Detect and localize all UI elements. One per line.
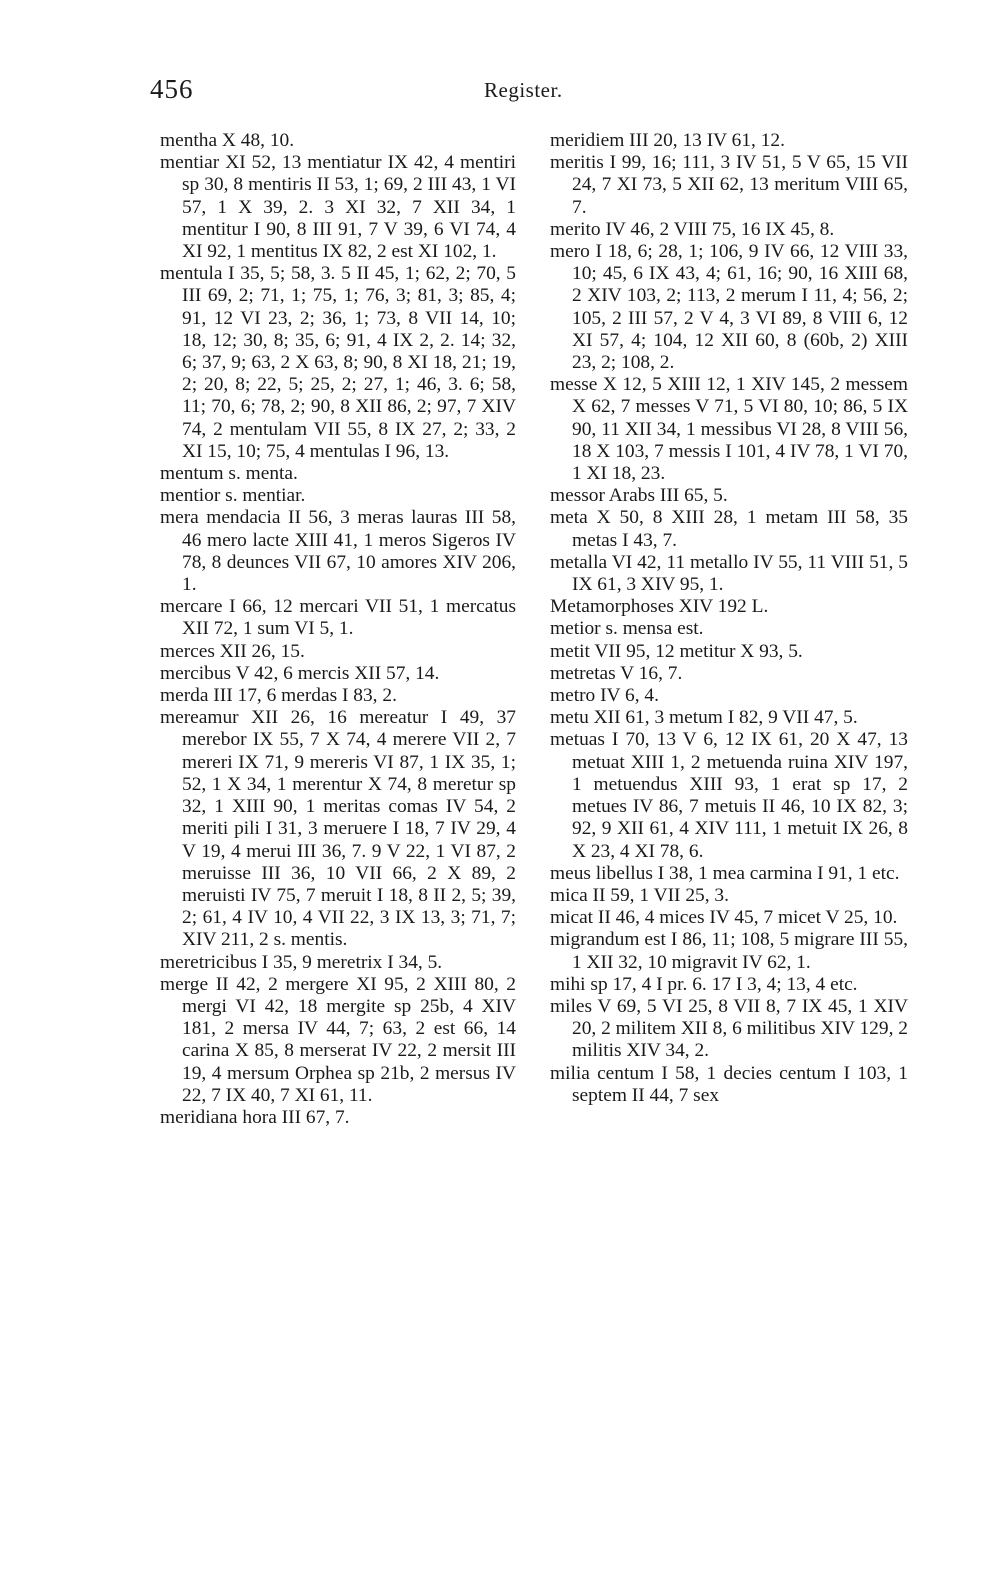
index-entry: milia centum I 58, 1 decies centum I 103, 1 septem II 44, 7 sex [550, 1062, 908, 1106]
index-entry: mentum s. menta. [160, 463, 298, 485]
index-entry: metu XII 61, 3 metum I 82, 9 VII 47, 5. [550, 707, 858, 729]
index-entry: meta X 50, 8 XIII 28, 1 metam III 58, 35 metas I 43, 7. [550, 507, 908, 551]
index-entry: meridiem III 20, 13 IV 61, 12. [550, 130, 785, 151]
index-entry: metalla VI 42, 11 metallo IV 55, 11 VIII 51, 5 IX 61, 3 XIV 95, 1. [550, 551, 908, 596]
index-entry: messe X 12, 5 XIII 12, 1 XIV 145, 2 messem X 62, 7 messes V 71, 5 VI 80, 10; 86, 5 IX 90, 11 XII 34, 1 messibus VI 28, 8 VIII 56, 18 X 103, 7 messis I 101, 4 IV 78, 1 VI 70, 1 XI 18, 23. [550, 374, 908, 485]
index-entry: metit VII 95, 12 metitur X 93, 5. [550, 640, 803, 662]
right-column [550, 130, 908, 1107]
index-entry: migrandum est I 86, 11; 108, 5 migrare III 55, 1 XII 32, 10 migravit IV 62, 1. [550, 929, 908, 973]
index-entry: mercare I 66, 12 mercari VII 51, 1 mercatus XII 72, 1 sum VI 5, 1. [160, 596, 516, 640]
index-entry: meus libellus I 38, 1 mea carmina I 91, 1 etc. [550, 862, 900, 884]
index-entry: mentiar XI 52, 13 mentiatur IX 42, 4 mentiri sp 30, 8 mentiris II 53, 1; 69, 2 III 43, 1 VI 57, 1 X 39, 2. 3 XI 32, 7 XII 34, 1 mentitur I 90, 8 III 91, 7 V 39, 6 VI 74, 4 XI 92, 1 mentitus IX 82, 2 est XI 102, 1. [160, 152, 516, 263]
index-entry: meretricibus I 35, 9 meretrix I 34, 5. [160, 951, 443, 973]
index-entry: mero I 18, 6; 28, 1; 106, 9 IV 66, 12 VIII 33, 10; 45, 6 IX 43, 4; 61, 16; 90, 16 XIII 68, 2 XIV 103, 2; 113, 2 merum I 11, 4; 56, 2; 105, 2 III 57, 2 V 4, 3 VI 89, 8 VIII 6, 12 XI 57, 4; 104, 12 XII 60, 8 (60b, 2) XIII 23, 2; 108, 2. [550, 241, 908, 374]
index-entry: mereamur XII 26, 16 mereatur I 49, 37 merebor IX 55, 7 X 74, 4 merere VII 2, 7 mereri IX 71, 9 mereris VI 87, 1 IX 35, 1; 52, 1 X 34, 1 merentur X 74, 8 meretur sp 32, 1 XIII 90, 1 meritas comas IV 54, 2 meriti pili I 31, 3 meruere I 18, 7 IV 29, 4 V 19, 4 merui III 36, 7. 9 V 22, 1 VI 87, 2 meruisse III 36, 10 VII 66, 2 X 89, 2 meruisti IV 75, 7 meruit I 18, 8 II 2, 5; 39, 2; 61, 4 IV 10, 4 VII 22, 3 IX 13, 3; 71, 7; XIV 211, 2 s. mentis. [160, 707, 516, 951]
index-entry: mentior s. mentiar. [160, 485, 306, 507]
index-entry: mentha X 48, 10. [160, 130, 295, 151]
index-entry: Metamorphoses XIV 192 L. [550, 596, 769, 618]
page-number: 456 [150, 74, 194, 104]
index-entry: merda III 17, 6 merdas I 83, 2. [160, 685, 397, 707]
index-entry: mercibus V 42, 6 mercis XII 57, 14. [160, 662, 440, 684]
index-entry: micat II 46, 4 mices IV 45, 7 micet V 25, 10. [550, 907, 898, 929]
index-entry: mihi sp 17, 4 I pr. 6. 17 I 3, 4; 13, 4 etc. [550, 973, 858, 995]
running-head: Register. [484, 78, 563, 102]
index-entry: miles V 69, 5 VI 25, 8 VII 8, 7 IX 45, 1 XIV 20, 2 militem XII 8, 6 militibus XIV 129, 2 militis XIV 34, 2. [550, 995, 908, 1062]
index-entry: messor Arabs III 65, 5. [550, 485, 728, 507]
index-entry: metro IV 6, 4. [550, 685, 659, 707]
index-entry: meritis I 99, 16; 111, 3 IV 51, 5 V 65, 15 VII 24, 7 XI 73, 5 XII 62, 13 meritum VIII 65, 7. [550, 152, 908, 218]
index-entry: merces XII 26, 15. [160, 640, 305, 662]
index-entry: mica II 59, 1 VII 25, 3. [550, 884, 729, 906]
index-entry: mentula I 35, 5; 58, 3. 5 II 45, 1; 62, 2; 70, 5 III 69, 2; 71, 1; 75, 1; 76, 3; 81, 3; 85, 4; 91, 12 VI 23, 2; 36, 1; 73, 8 VII 14, 10; 18, 12; 30, 8; 35, 6; 91, 4 IX 2, 2. 14; 32, 6; 37, 9; 63, 2 X 63, 8; 90, 8 XI 18, 21; 19, 2; 20, 8; 22, 5; 25, 2; 27, 1; 46, 3. 6; 58, 11; 70, 6; 78, 2; 90, 8 XII 86, 2; 97, 7 XIV 74, 2 mentulam VII 55, 8 IX 27, 2; 33, 2 XI 15, 10; 75, 4 mentulas I 96, 13. [160, 263, 516, 462]
index-entry: merito IV 46, 2 VIII 75, 16 IX 45, 8. [550, 218, 835, 240]
index-entry: mera mendacia II 56, 3 meras lauras III 58, 46 mero lacte XIII 41, 1 meros Sigeros IV 78, 8 deunces VII 67, 10 amores XIV 206, 1. [160, 507, 516, 596]
left-column [160, 130, 516, 1129]
index-entry: metior s. mensa est. [550, 618, 704, 640]
index-entry: merge II 42, 2 mergere XI 95, 2 XIII 80, 2 mergi VI 42, 18 mergite sp 25b, 4 XIV 181, 2 mersa IV 44, 7; 63, 2 est 66, 14 carina X 85, 8 merserat IV 22, 2 mersit III 19, 4 mersum Orphea sp 21b, 2 mersus IV 22, 7 IX 40, 7 XI 61, 11. [160, 973, 516, 1106]
index-entry: metuas I 70, 13 V 6, 12 IX 61, 20 X 47, 13 metuat XIII 1, 2 metuenda ruina XIV 197, 1 metuendus XIII 93, 1 erat sp 17, 2 metues IV 86, 7 metuis II 46, 10 IX 82, 3; 92, 9 XII 61, 4 XIV 111, 1 metuit IX 26, 8 X 23, 4 XI 78, 6. [550, 729, 908, 862]
index-entry: metretas V 16, 7. [550, 662, 683, 684]
index-entry: meridiana hora III 67, 7. [160, 1106, 350, 1128]
